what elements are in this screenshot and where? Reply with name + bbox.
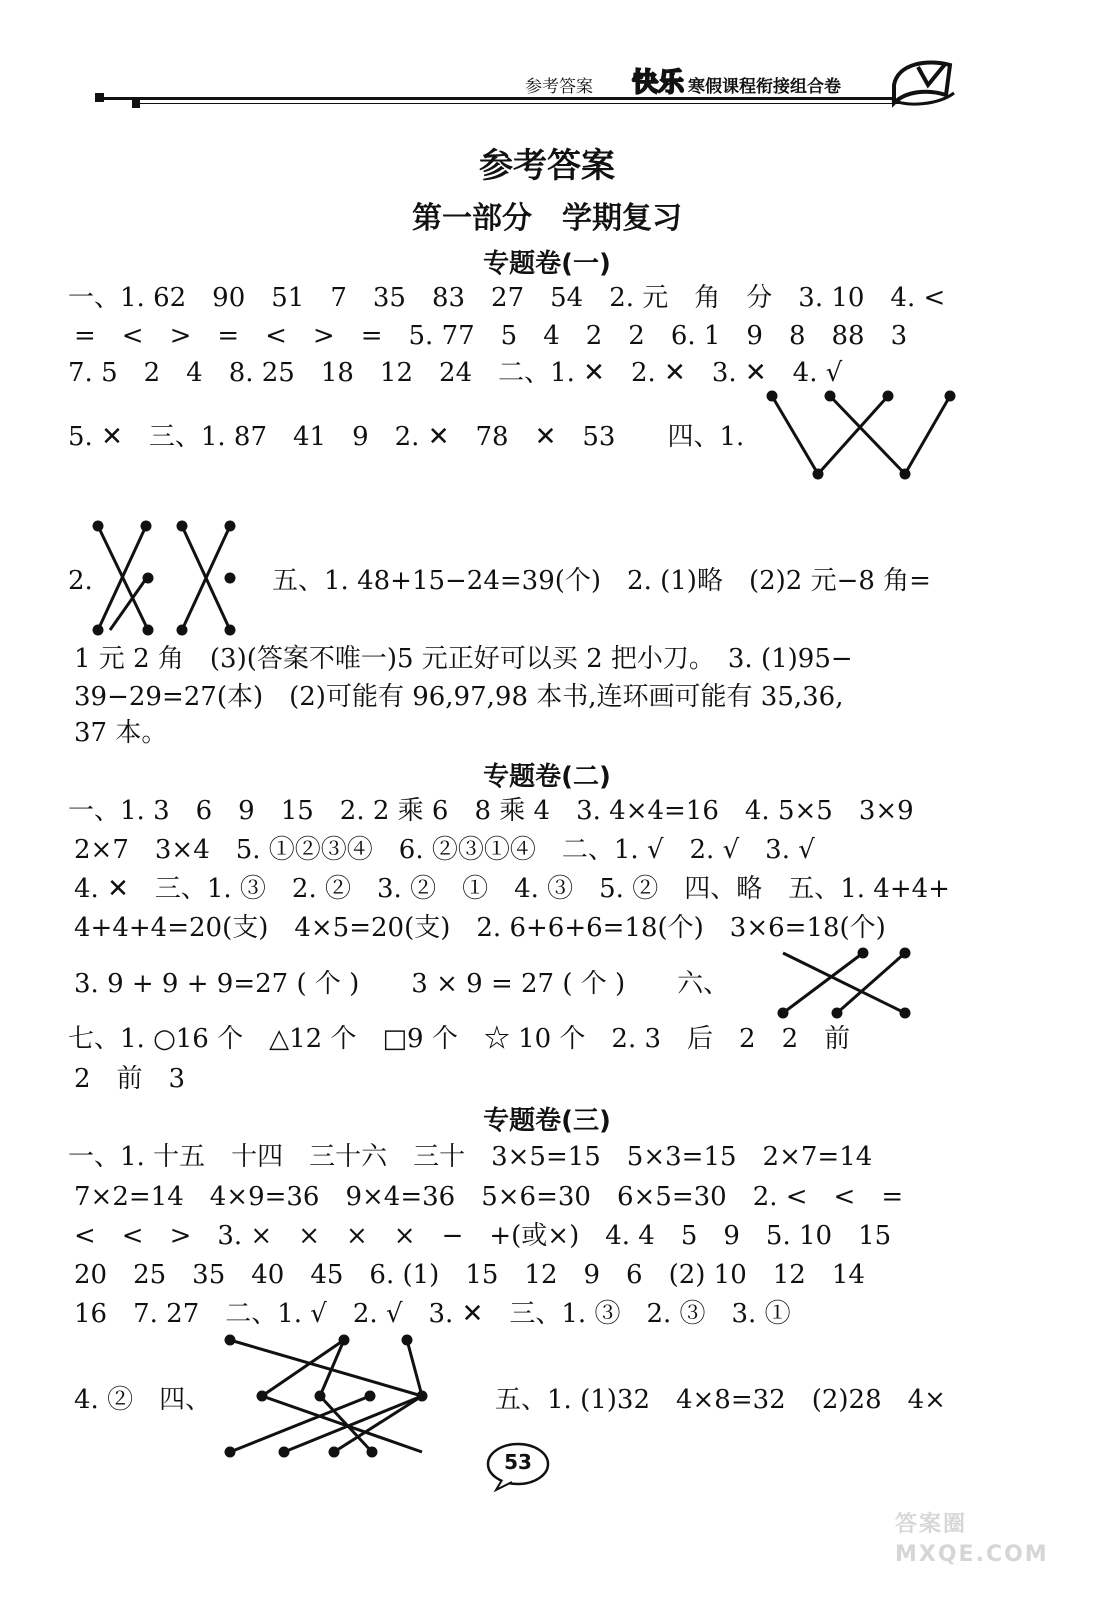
watermark: 答案圈 MXQE.COM [895,1512,1049,1567]
matching-diagram-3 [775,945,915,1020]
answer-line: 2. [68,566,93,596]
page-number: 53 [504,1450,532,1474]
answer-line: 一、1. 十五 十四 三十六 三十 3×5=15 5×3=15 2×7=14 [68,1142,873,1172]
answer-line: 16 7. 27 二、1. √ 2. √ 3. ✕ 三、1. ③ 2. ③ 3. ① [74,1299,791,1329]
answer-line: 39−29=27(本) (2)可能有 96,97,98 本书,连环画可能有 35,36, [74,682,844,712]
answer-line: 4. ✕ 三、1. ③ 2. ② 3. ② ① 4. ③ 5. ② 四、略 五、1. 4+4+ [74,874,950,904]
answer-line: 7×2=14 4×9=36 9×4=36 5×6=30 6×5=30 2. < < = [74,1182,904,1212]
header-small-square-icon [132,100,140,108]
header-left-square-icon [95,93,104,102]
answer-line: 3. 9 + 9 + 9=27 ( 个 ) 3 × 9 = 27 ( 个 ) 六、 [74,969,730,999]
matching-diagram-1 [760,390,960,480]
answer-line: 1 元 2 角 (3)(答案不唯一)5 元正好可以买 2 把小刀。 3. (1)95− [74,644,853,674]
answer-line: 七、1. ○16 个 △12 个 □9 个 ☆ 10 个 2. 3 后 2 2 前 [68,1024,851,1054]
matching-diagram-4 [222,1332,437,1460]
answer-line: 2 前 3 [74,1064,186,1094]
header-rule-thin [140,103,900,104]
answer-line: < < > 3. × × × × − +(或×) 4. 4 5 9 5. 10 15 [74,1221,892,1251]
section-title: 专题卷(三) [483,1106,611,1136]
section-title: 专题卷(二) [483,762,611,792]
header-bar [0,0,1094,120]
header-series: 寒假课程衔接组合卷 [688,77,841,97]
answer-line: 5. ✕ 三、1. 87 41 9 2. ✕ 78 ✕ 53 四、1. [68,422,745,452]
header-brand: 快乐 [632,68,685,98]
answer-line: 一、1. 3 6 9 15 2. 2 乘 6 8 乘 4 3. 4×4=16 4. 5×5 3×9 [68,796,914,826]
answer-line: 7. 5 2 4 8. 25 18 12 24 二、1. ✕ 2. ✕ 3. ✕ 4. √ [68,358,843,388]
answer-line: 4+4+4=20(支) 4×5=20(支) 2. 6+6+6=18(个) 3×6=18(个) [74,913,886,943]
part-title: 第一部分 学期复习 [412,201,682,236]
answer-line: 2×7 3×4 5. ①②③④ 6. ②③①④ 二、1. √ 2. √ 3. √ [74,835,815,865]
page-title: 参考答案 [479,146,615,186]
answer-line: 4. ② 四、 [74,1385,212,1415]
header-left-label: 参考答案 [525,77,593,97]
section-title: 专题卷(一) [483,249,611,279]
answer-line: 37 本。 [74,718,168,748]
answer-line: 一、1. 62 90 51 7 35 83 27 54 2. 元 角 分 3. 10 4. < [68,283,946,313]
answer-line: 五、1. 48+15−24=39(个) 2. (1)略 (2)2 元−8 角= [272,566,931,596]
book-logo-icon [888,55,960,110]
answer-line: 五、1. (1)32 4×8=32 (2)28 4× [495,1385,946,1415]
matching-diagram-2 [90,518,240,638]
answer-line: 20 25 35 40 45 6. (1) 15 12 9 6 (2) 10 12 14 [74,1260,865,1290]
header-rule [104,97,894,100]
answer-line: = < > = < > = 5. 77 5 4 2 2 6. 1 9 8 88 3 [74,321,908,351]
